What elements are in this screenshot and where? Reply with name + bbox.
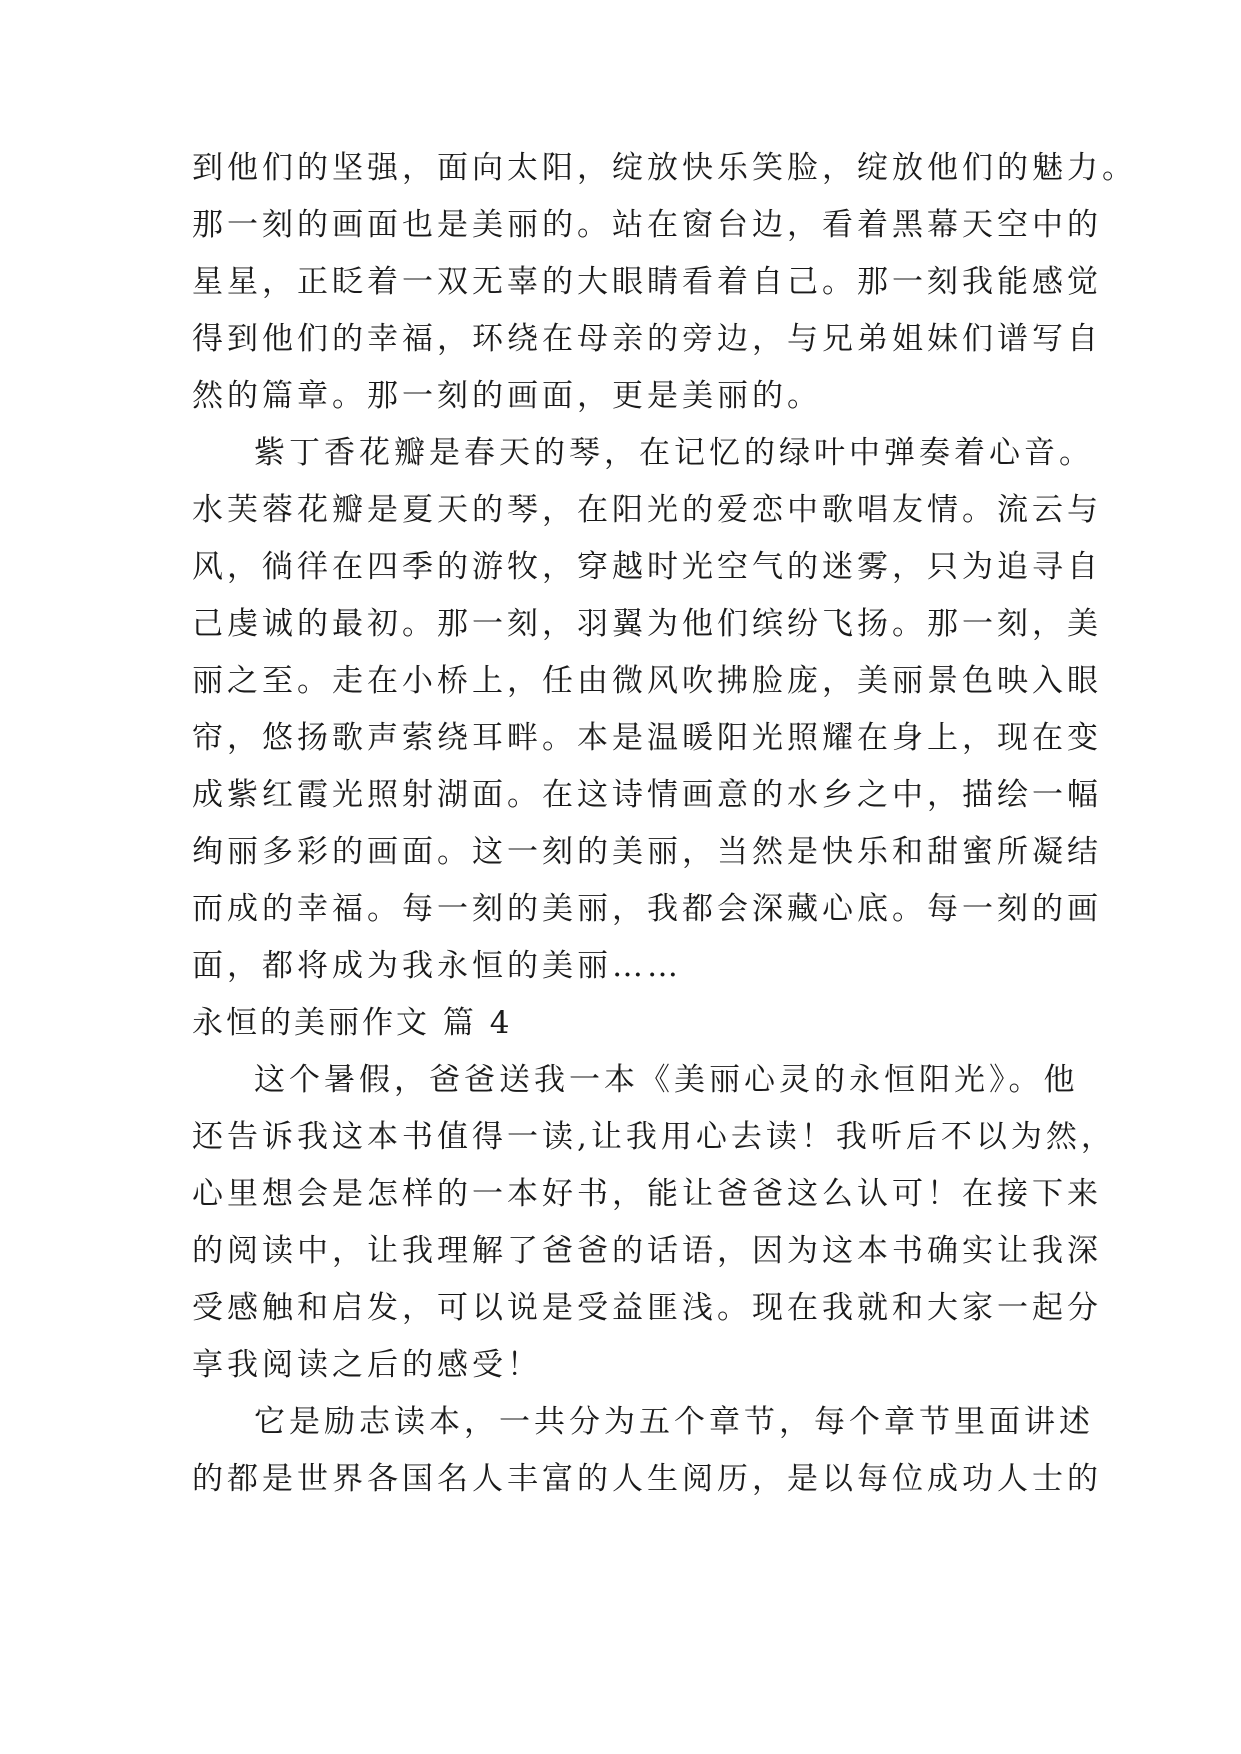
text-line: 那一刻的画面也是美丽的。站在窗台边，看着黑幕天空中的 [192, 207, 1102, 243]
text-line: 得到他们的幸福，环绕在母亲的旁边，与兄弟姐妹们谱写自 [192, 321, 1102, 357]
text-line: 然的篇章。那一刻的画面，更是美丽的。 [192, 378, 822, 414]
paragraph-first-line: 紫丁香花瓣是春天的琴，在记忆的绿叶中弹奏着心音。 [254, 435, 1094, 471]
paragraph-first-line: 它是励志读本，一共分为五个章节，每个章节里面讲述 [254, 1404, 1094, 1440]
text-line: 享我阅读之后的感受！ [192, 1347, 542, 1383]
text-line: 绚丽多彩的画面。这一刻的美丽，当然是快乐和甜蜜所凝结 [192, 834, 1102, 870]
text-line: 的阅读中，让我理解了爸爸的话语，因为这本书确实让我深 [192, 1233, 1102, 1269]
text-line: 的都是世界各国名人丰富的人生阅历，是以每位成功人士的 [192, 1461, 1102, 1497]
text-line: 到他们的坚强，面向太阳，绽放快乐笑脸，绽放他们的魅力。 [192, 150, 1137, 186]
text-line: 还告诉我这本书值得一读,让我用心去读！我听后不以为然， [192, 1119, 1116, 1155]
text-line: 己虔诚的最初。那一刻，羽翼为他们缤纷飞扬。那一刻，美 [192, 606, 1102, 642]
text-line: 成紫红霞光照射湖面。在这诗情画意的水乡之中，描绘一幅 [192, 777, 1102, 813]
section-heading: 永恒的美丽作文 篇 4 [192, 1005, 513, 1041]
text-line: 而成的幸福。每一刻的美丽，我都会深藏心底。每一刻的画 [192, 891, 1102, 927]
text-line: 帘，悠扬歌声萦绕耳畔。本是温暖阳光照耀在身上，现在变 [192, 720, 1102, 756]
text-line: 受感触和启发，可以说是受益匪浅。现在我就和大家一起分 [192, 1290, 1102, 1326]
text-line: 面，都将成为我永恒的美丽…… [192, 948, 682, 984]
text-line: 水芙蓉花瓣是夏天的琴，在阳光的爱恋中歌唱友情。流云与 [192, 492, 1102, 528]
text-line: 心里想会是怎样的一本好书，能让爸爸这么认可！在接下来 [192, 1176, 1102, 1212]
text-line: 风，徜徉在四季的游牧，穿越时光空气的迷雾，只为追寻自 [192, 549, 1102, 585]
paragraph-first-line: 这个暑假，爸爸送我一本《美丽心灵的永恒阳光》。他 [254, 1062, 1079, 1098]
text-line: 星星，正眨着一双无辜的大眼睛看着自己。那一刻我能感觉 [192, 264, 1102, 300]
text-line: 丽之至。走在小桥上，任由微风吹拂脸庞，美丽景色映入眼 [192, 663, 1102, 699]
